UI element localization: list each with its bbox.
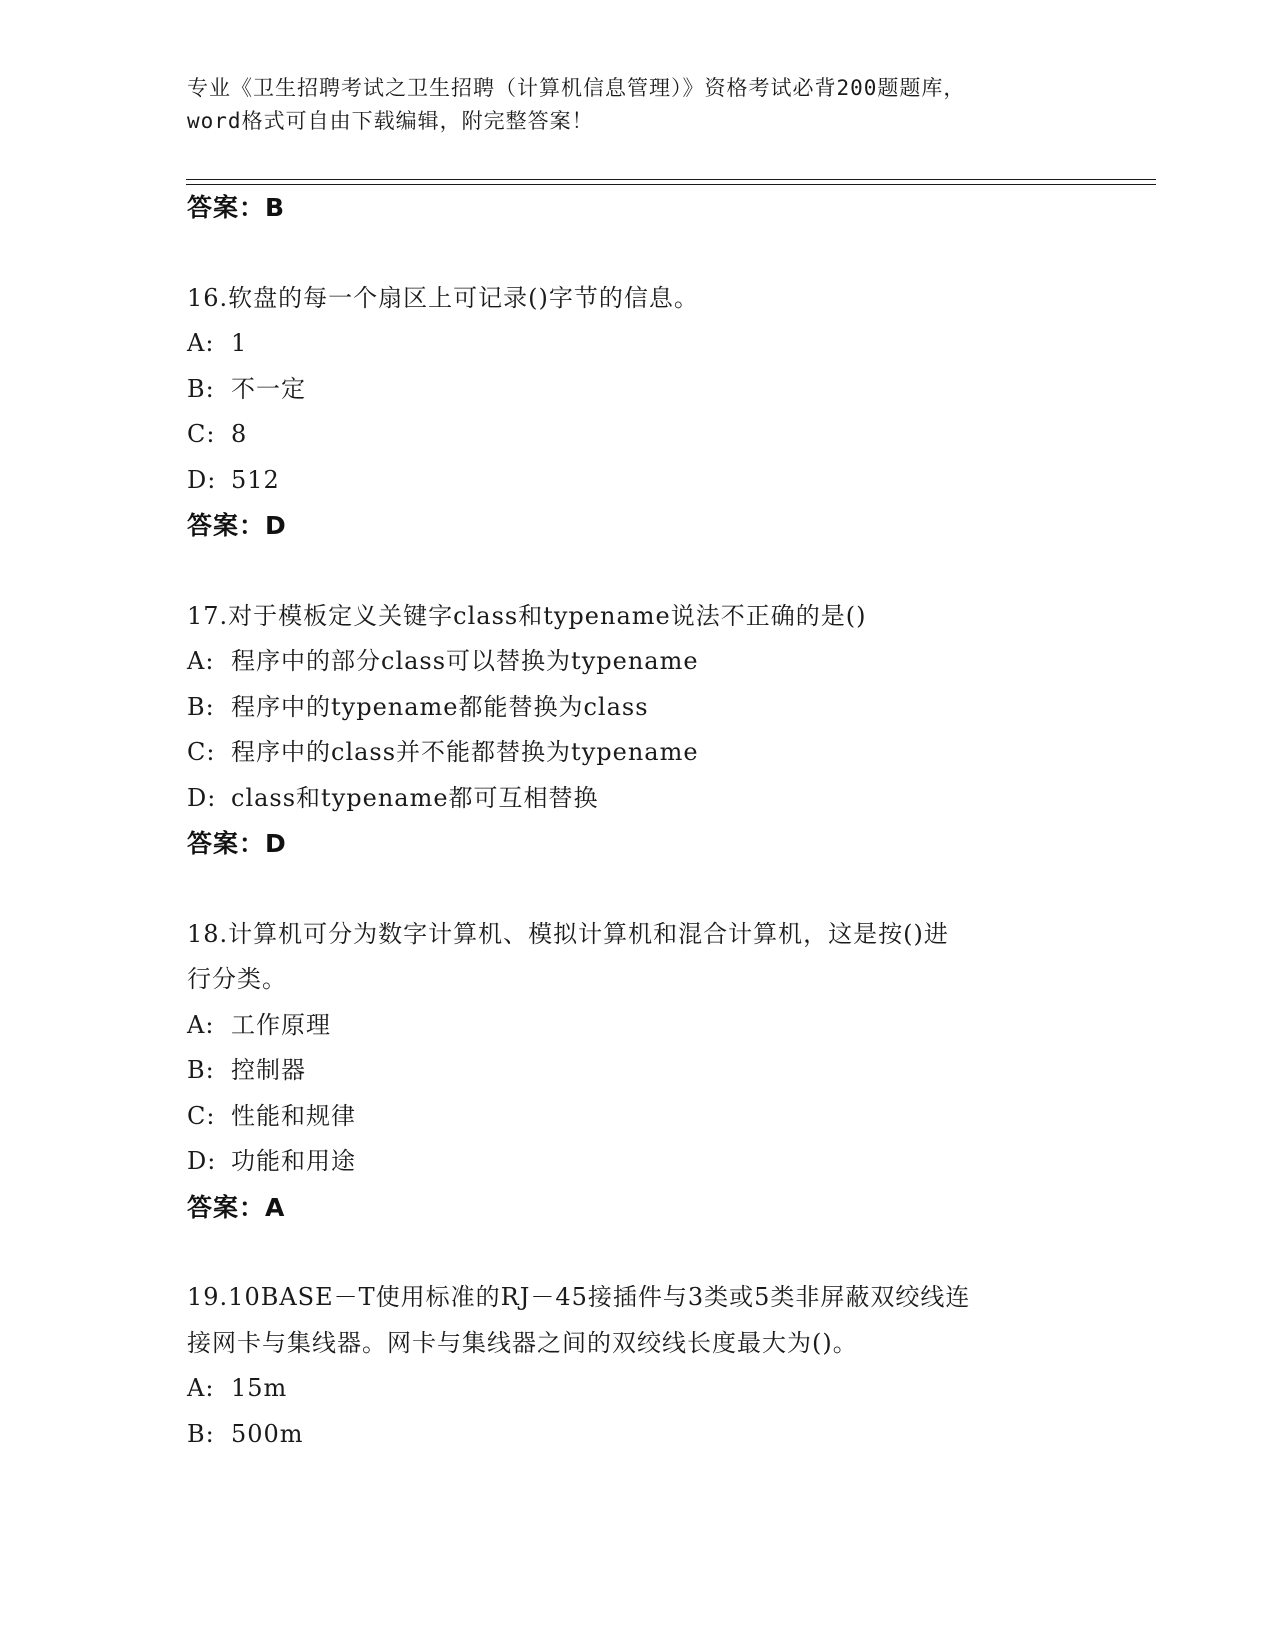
option-text: 工作原理: [231, 1010, 331, 1039]
option-text: class和typename都可互相替换: [231, 783, 599, 812]
option-d: [187, 458, 1087, 504]
option-label: C:: [187, 738, 216, 766]
option-b: [187, 367, 1087, 413]
option-text: 性能和规律: [231, 1101, 356, 1130]
option-text: 控制器: [231, 1056, 306, 1084]
option-label: A:: [187, 329, 215, 357]
option-b: [187, 1048, 1087, 1094]
spacer: [187, 549, 1087, 594]
option-label: C:: [187, 1101, 216, 1130]
option-c: [187, 1094, 1087, 1140]
option-label: B:: [187, 692, 215, 721]
option-a: [187, 1366, 1087, 1412]
option-text: 500m: [231, 1419, 304, 1448]
option-text: 程序中的typename都能替换为class: [231, 692, 649, 721]
spacer: [187, 867, 1087, 912]
option-c: [187, 730, 1087, 776]
option-label: D:: [187, 1147, 217, 1175]
option-d: [187, 1139, 1087, 1185]
header-line-1: 专业《卫生招聘考试之卫生招聘（计算机信息管理）》资格考试必背200题题库，: [187, 76, 966, 100]
question-stem: 19.10BASE－T使用标准的RJ－45接插件与3类或5类非屏蔽双绞线连: [187, 1283, 971, 1311]
option-text: 不一定: [231, 374, 306, 403]
option-c: [187, 412, 1087, 458]
option-text: 程序中的class并不能都替换为typename: [231, 738, 699, 766]
option-b: [187, 685, 1087, 731]
question-list: [187, 185, 1087, 1457]
option-label: B:: [187, 1056, 215, 1084]
option-label: D:: [187, 465, 217, 494]
option-label: B:: [187, 374, 215, 403]
option-label: A:: [187, 647, 215, 675]
document-header: [187, 72, 1087, 138]
option-text: 功能和用途: [231, 1147, 356, 1175]
spacer: [187, 231, 1087, 276]
answer-line: 答案：D: [187, 511, 287, 540]
option-b: [187, 1412, 1087, 1458]
option-text: 512: [231, 465, 280, 494]
option-a: [187, 321, 1087, 367]
question-stem: 18.计算机可分为数字计算机、模拟计算机和混合计算机，这是按()进: [187, 919, 949, 948]
answer-line: 答案：B: [187, 193, 286, 222]
option-label: D:: [187, 783, 217, 812]
option-text: 1: [231, 329, 248, 357]
question-stem: 17.对于模板定义关键字class和typename说法不正确的是(): [187, 601, 867, 630]
option-label: B:: [187, 1419, 215, 1448]
question-block: [187, 276, 1087, 549]
option-label: A:: [187, 1374, 215, 1402]
answer-line: 答案：A: [187, 1192, 286, 1222]
option-a: [187, 1003, 1087, 1049]
question-stem-continued: 接网卡与集线器。网卡与集线器之间的双绞线长度最大为()。: [187, 1328, 858, 1357]
option-text: 8: [231, 420, 248, 448]
question-block: [187, 594, 1087, 867]
answer-line: 答案：D: [187, 829, 287, 858]
header-divider-top: [186, 179, 1156, 180]
option-text: 程序中的部分class可以替换为typename: [231, 647, 699, 675]
option-label: C:: [187, 420, 216, 448]
header-line-2: word格式可自由下载编辑，附完整答案！: [187, 109, 594, 133]
spacer: [187, 1230, 1087, 1275]
question-block: [187, 1275, 1087, 1457]
question-block: [187, 912, 1087, 1231]
option-label: A:: [187, 1010, 215, 1039]
question-stem: 16.软盘的每一个扇区上可记录()字节的信息。: [187, 283, 699, 312]
option-text: 15m: [231, 1374, 288, 1402]
option-d: [187, 776, 1087, 822]
question-stem-continued: 行分类。: [187, 965, 287, 993]
option-a: [187, 639, 1087, 685]
